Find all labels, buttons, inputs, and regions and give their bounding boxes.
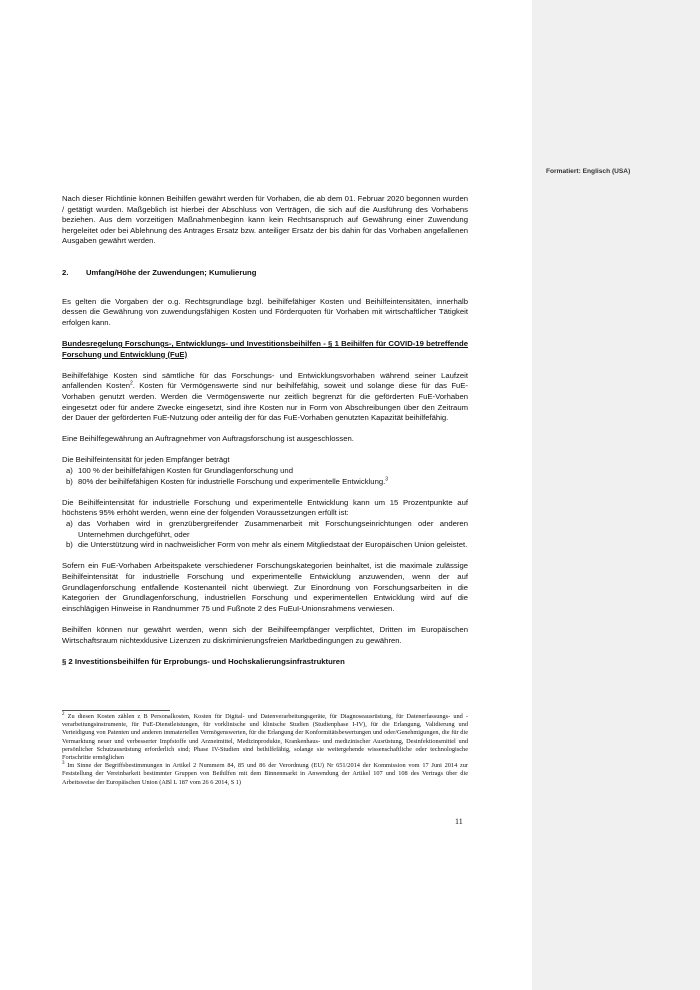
investment-aid-heading: § 2 Investitionsbeihilfen für Erprobungs- und Hochskalierungsinfrastrukturen bbox=[62, 656, 345, 666]
contract-research-paragraph: Eine Beihilfegewährung an Auftragnehmer von Auftragsforschung ist ausgeschlossen. bbox=[62, 434, 354, 444]
page-number: 11 bbox=[455, 817, 463, 826]
list-text: die Unterstützung wird in nachweislicher Form von mehr als einem Mitgliedstaat der Europäischen Union geleistet. bbox=[78, 540, 468, 550]
list-marker: a) bbox=[66, 466, 73, 476]
section-heading bbox=[62, 268, 468, 279]
list-item bbox=[62, 519, 468, 540]
intensity-intro: Die Beihilfeintensität für jeden Empfänger beträgt bbox=[62, 455, 230, 465]
footnote bbox=[62, 713, 468, 762]
footnote-separator bbox=[62, 710, 170, 711]
footnote-text: Im Sinne der Begriffsbestimmungen in Artikel 2 Nummern 84, 85 und 86 der Verordnung (EU) Nr 651/2014 der Kommission vom 17 Juni 2014 zur Feststellung der Vereinbarkeit bestimmter Gruppen von Beihilfen mit dem Binnenmarkt in Anwendung der Artikel 107 und 108 des Vertrags über die Arbeitsweise der Europäischen Union (ABl L 187 vom 26 6 2014, S 1) bbox=[62, 762, 469, 786]
footnote-mark: 2 bbox=[62, 711, 65, 717]
section-paragraph: Es gelten die Vorgaben der o.g. Rechtsgrundlage bzgl. beihilfefähiger Kosten und Beihilfeintensitäten, innerhalb dessen die Gewährung von zuwendungsfähigen Kosten und Förderquoten für Vorhaben mit wirtschaftlicher Tätigkeit erfolgen kann. bbox=[62, 296, 468, 327]
list-item bbox=[62, 466, 468, 477]
categories-paragraph: Sofern ein FuE-Vorhaben Arbeitspakete verschiedener Forschungskategorien beinhaltet, ist die maximale zulässige Beihilfeintensität für industrielle Forschung und experimentelle Entwicklung anzuwenden, wenn der auf Grundlagenforschung entfallende Kostenanteil nicht überwiegt. Zur Einordnung von Forschungsarbeiten in die Kategorien der Grundlagenforschung, industriellen Forschung und experimentellen Entwicklung wird auf die einschlägigen Hinweise in Randnummer 75 und Fußnote 2 des FuEuI-Unionsrahmens verwiesen. bbox=[62, 561, 468, 613]
footnote-mark: 3 bbox=[62, 761, 65, 767]
list-marker: b) bbox=[66, 540, 73, 550]
list-text: das Vorhaben wird in grenzübergreifender Zusammenarbeit mit Forschungseinrichtungen oder anderen Unternehmen durchgeführt, oder bbox=[78, 519, 468, 539]
list-item bbox=[62, 540, 468, 551]
raise-list bbox=[62, 519, 468, 551]
eligible-costs-text-a: Beihilfefähige Kosten sind sämtliche für das Forschungs- und Entwicklungsvorhaben während seiner Laufzeit anfallenden Kosten bbox=[62, 370, 468, 391]
intensity-list bbox=[62, 466, 468, 487]
subsection-heading: Bundesregelung Forschungs-, Entwicklungs- und Investitionsbeihilfen - § 1 Beihilfen für COVID-19 betreffende Forschung und Entwicklung (FuE) bbox=[62, 338, 468, 359]
footnote bbox=[62, 762, 468, 787]
raise-intro: Die Beihilfeintensität für industrielle Forschung und experimentelle Entwicklung kann um 15 Prozentpunkte auf höchstens 95% erhöht werden, wenn eine der folgenden Voraussetzungen erfüllt ist: bbox=[62, 497, 468, 518]
list-text: 100 % der beihilfefähigen Kosten für Grundlagenforschung und bbox=[78, 466, 293, 476]
list-marker: b) bbox=[66, 476, 73, 486]
footnote-ref-2: 2 bbox=[130, 380, 133, 387]
list-text: 80% der beihilfefähigen Kosten für industrielle Forschung und experimentelle Entwicklung. bbox=[78, 476, 386, 486]
footnote-ref-3: 3 bbox=[385, 476, 389, 483]
list-item bbox=[62, 477, 468, 488]
footnote-text: Zu diesen Kosten zählen z B Personalkosten, Kosten für Digital- und Datenverarbeitungsgeräte, für Diagnoseausrüstung, für Datenerfassungs- und -verarbeitungsinstrumente, für FuE-Dienstleistungen, für vorklinische und klinische Studien (Studienphase I-IV), für die Erlangung, Validierung und Verteidigung von Patenten und anderen immateriellen Vermögenswerten, für die Erlangung der Konformitätsbewertungen und oder/Genehmigungen, die für die Vermarktung neuer und verbesserter Impfstoffe und Arzneimittel, Medizinprodukte, Krankenhaus- und medizinischer Ausrüstung, Desinfektionsmittel und persönlicher Schutzausrüstung erforderlich sind; Phase IV-Studien sind beihilfefähig, solange sie weitergehende wissenschaftliche oder technologische Fortschritte ermöglichen bbox=[62, 713, 469, 762]
intro-paragraph: Nach dieser Richtlinie können Beihilfen gewährt werden für Vorhaben, die ab dem 01. Februar 2020 begonnen wurden / getätigt wurden. Maßgeblich ist hierbei der Abschluss von Verträgen, die sich auf die Ausführung des Vorhabens beziehen. Aus dem vorzeitigen Maßnahmenbeginn kann kein Rechtsanspruch auf Gewährung einer Zuwendung hergeleitet oder bei Ablehnung des Antrages Ersatz bzw. anteiliger Ersatz der bis dahin für das Vorhaben angefallenen Ausgaben gewährt werden. bbox=[62, 194, 468, 246]
formatting-comment-label: Formatiert: Englisch (USA) bbox=[546, 168, 631, 175]
eligible-costs-paragraph bbox=[62, 371, 468, 424]
licenses-paragraph: Beihilfen können nur gewährt werden, wenn sich der Beihilfeempfänger verpflichtet, Dritten im Europäischen Wirtschaftsraum nichtexklusive Lizenzen zu diskriminierungsfreien Marktbedingungen zu gewähren. bbox=[62, 624, 468, 645]
footnotes bbox=[62, 713, 468, 787]
comment-pane bbox=[532, 0, 700, 990]
eligible-costs-text-b: . Kosten für Vermögenswerte sind nur beihilfefähig, soweit und solange diese für das FuE-Vorhaben genutzt werden. Werden die Vermögenswerte nur zeitlich begrenzt für die geförderten FuE-Vorhaben eingesetzt oder für andere Zwecke eingesetzt, sind ihre Kosten nur in Form von Abschreibungen über den Zeitraum der Dauer der geförderten FuE-Nutzung oder anteilig der für das FuE-Vorhaben genutzten Kapazität beihilfefähig. bbox=[62, 381, 468, 423]
section-number: 2. bbox=[62, 267, 69, 277]
body-text bbox=[62, 194, 468, 678]
list-marker: a) bbox=[66, 519, 73, 529]
section-title: Umfang/Höhe der Zuwendungen; Kumulierung bbox=[86, 267, 257, 277]
